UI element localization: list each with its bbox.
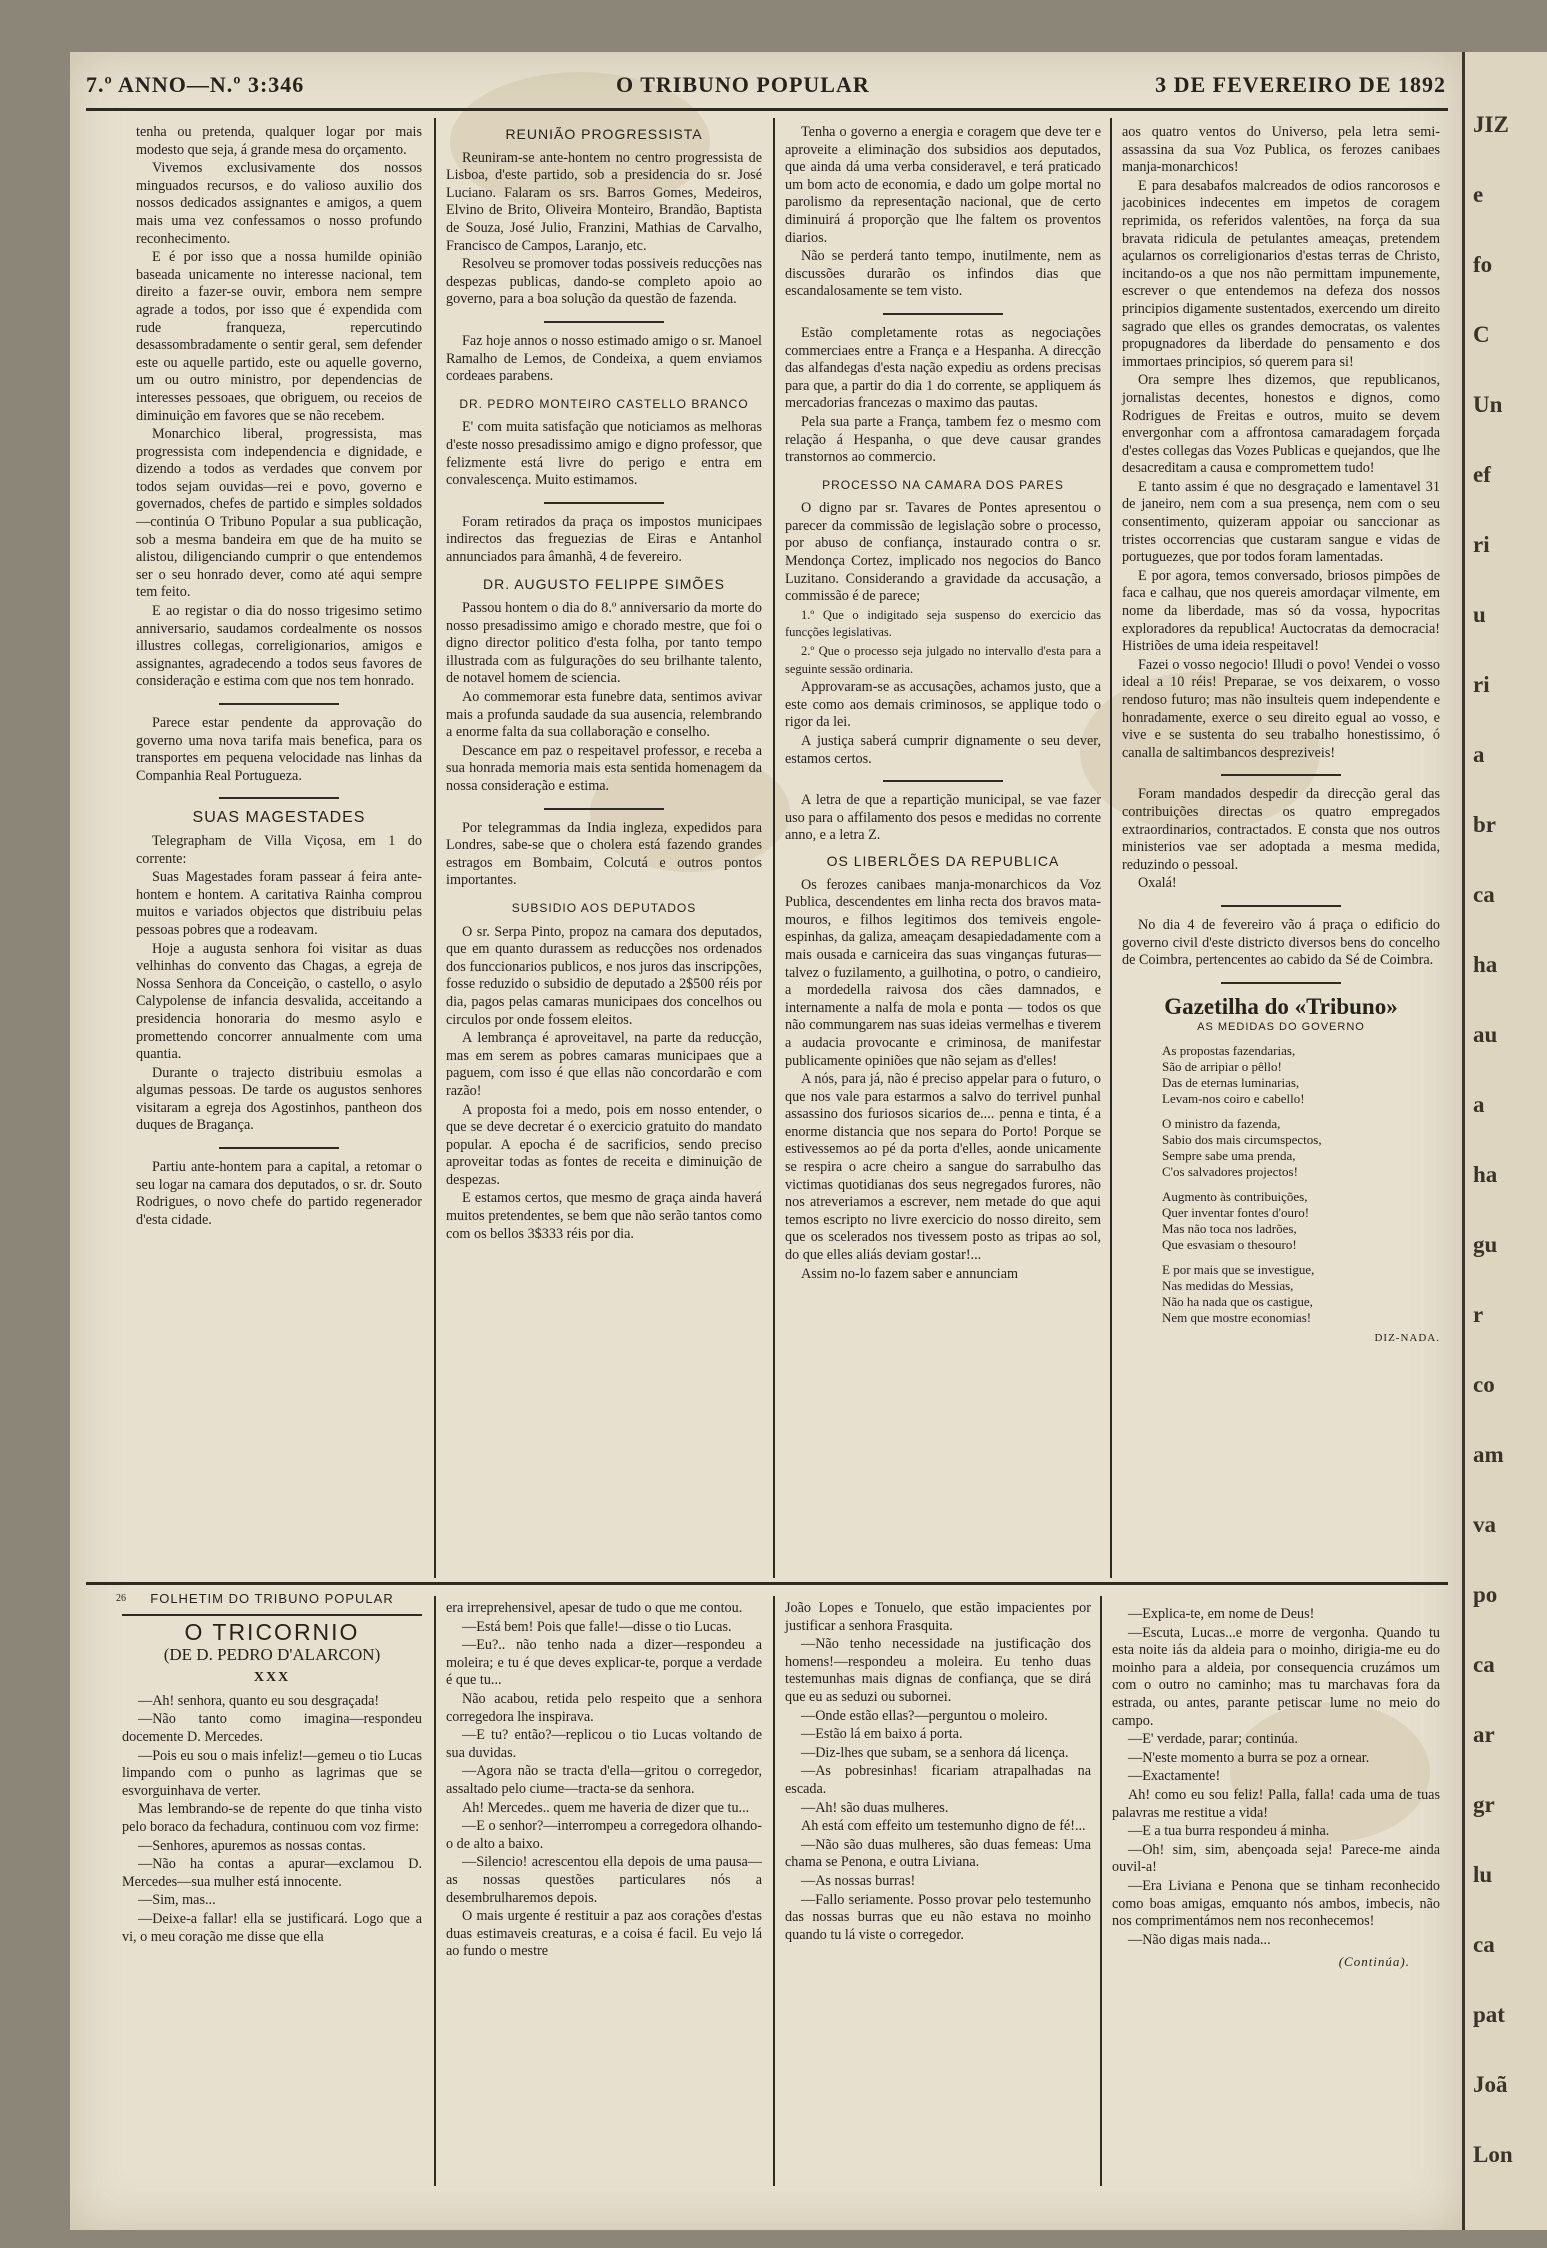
- masthead-rule: [86, 108, 1448, 111]
- section-heading: DR. PEDRO MONTEIRO CASTELLO BRANCO: [459, 396, 749, 411]
- verse-line: C'os salvadores projectos!: [1162, 1163, 1298, 1179]
- separator: [219, 797, 339, 799]
- paragraph: A justiça saberá cumprir dignamente o seu dever, estamos certos.: [785, 733, 1101, 767]
- dialogue-line: —Senhores, apuremos as nossas contas.: [138, 1837, 366, 1854]
- separator: [219, 1147, 339, 1149]
- section-heading: REUNIÃO PROGRESSISTA: [505, 126, 703, 142]
- paragraph: E é por isso que a nossa humilde opinião baseada unicamente no interesse nacional, tem direito a fazer-se ouvir, embora nem sempre agrade a todos, por isso que é expendida com rude franqueza, repercutindo desassombradamente o sentir geral, sem defender este ou aquelle partido, este ou aquelle governo, um ou outro ministro, por dependencias de interesses pessoaes, que obriguem, ou receios de diminuição em favores que se não recebem.: [136, 249, 422, 424]
- gutter-fragment: ha: [1473, 1162, 1498, 1187]
- paragraph: Tenha o governo a energia e coragem que deve ter e aproveite a eliminação dos subsidios aos deputados, que ainda dá uma verba consideravel, e terá praticado um bom acto de economia, e dado um golpe mortal no parolismo da representação nacional, que de certo diminuirá á proporção que lhe faltem os proventos diarios.: [785, 124, 1101, 246]
- verse-line: Das de eternas luminarias,: [1162, 1074, 1300, 1090]
- news-item: Parece estar pendente da approvação do governo uma nova tarifa mais benefica, para os transportes em pequena velocidade nas linhas da Companhia Real Portugueza.: [136, 715, 422, 784]
- dialogue-line: O mais urgente é restituir a paz aos corações d'estas duas estimaveis creaturas, e a coisa é facil. Eu vejo lá ao fundo o mestre: [446, 1908, 762, 1960]
- gutter-fragment: po: [1473, 1582, 1498, 1607]
- gutter-fragment: lu: [1473, 1862, 1493, 1887]
- column-rule: [1100, 1596, 1102, 2186]
- verse-line: Sabio dos mais circumspectos,: [1162, 1131, 1322, 1147]
- verse-line: Quer inventar fontes d'ouro!: [1162, 1204, 1310, 1220]
- dialogue-line: —As nossas burras!: [801, 1872, 916, 1889]
- news-item: No dia 4 de fevereiro vão á praça o edificio do governo civil d'este districto diversos bens do concelho de Coimbra, pertencentes ao cabido da Sé de Coimbra.: [1122, 916, 1440, 969]
- dialogue-line: Ah! Mercedes.. quem me haveria de dizer que tu...: [462, 1799, 750, 1816]
- dialogue-line: Ah! como eu sou feliz! Palla, falla! cada uma de tuas palavras me restitue a vida!: [1112, 1786, 1440, 1821]
- gutter-fragment: JIZ: [1473, 112, 1509, 137]
- gutter-fragment: ca: [1473, 1652, 1495, 1677]
- gutter-fragment: gr: [1473, 1792, 1495, 1817]
- gutter-fragment: Lon: [1473, 2142, 1513, 2167]
- dialogue-line: —Explica-te, em nome de Deus!: [1128, 1606, 1315, 1622]
- folhetim-rule: [86, 1582, 1448, 1585]
- column-rule: [773, 118, 775, 1578]
- dialogue-line: —Era Liviana e Penona que se tinham reconhecido como boas amigas, emquanto nós ambos, imbecis, não nos comprimentámos nem nos reconhecemos!: [1112, 1877, 1440, 1930]
- gutter-fragment: a: [1473, 742, 1485, 767]
- separator: [883, 313, 1003, 315]
- paragraph: Durante o trajecto distribuiu esmolas a algumas pessoas. De tarde os augustos senhores visitaram a egreja dos Agostinhos, pantheon dos duques de Bragança.: [136, 1064, 422, 1134]
- verse-line: Augmento às contribuições,: [1162, 1188, 1308, 1204]
- verse-line: Não ha nada que os castigue,: [1162, 1293, 1313, 1309]
- separator: [544, 502, 664, 504]
- gutter-fragment: gu: [1473, 1232, 1498, 1257]
- news-item: Por telegrammas da India ingleza, expedidos para Londres, sabe-se que o cholera está fazendo grandes estragos em Bombaim, Colcutá e outros pontos importantes.: [446, 819, 762, 889]
- gutter-fragment: r: [1473, 1302, 1484, 1327]
- dialogue-line: Mas lembrando-se de repente do que tinha visto pelo boraco da fechadura, continuou com voz firme:: [122, 1801, 422, 1835]
- paragraph: Reuniram-se ante-hontem no centro progressista de Lisboa, d'este partido, sob a presidencia do sr. José Luciano. Falaram os srs. Barros Gomes, Medeiros, Elvino de Brito, Oliveira Monteiro, Brandão, Baptista de Souza, José Julio, Franzini, Mathias de Carvalho, Francisco de Campos, Laranjo, etc.: [446, 149, 762, 254]
- dialogue-line: —As pobresinhas! ficariam atrapalhadas na escada.: [785, 1763, 1091, 1797]
- gutter-fragment: Joã: [1473, 2072, 1508, 2097]
- separator: [544, 321, 664, 323]
- newspaper-title: O TRIBUNO POPULAR: [616, 72, 870, 97]
- news-item: Foram retirados da praça os impostos municipaes indirectos das freguezias de Eiras e Antanhol annunciados para âmanhã, 4 de fevereiro.: [446, 513, 762, 565]
- verse-line: São de arripiar o pêllo!: [1162, 1058, 1282, 1074]
- gutter-fragment: Un: [1473, 392, 1503, 417]
- paragraph: O sr. Serpa Pinto, propoz na camara dos deputados, que em quanto durassem as reducções nos ordenados dos funccionarios publicos, e nos juros das inscripções, fosse reduzido o subsidio de deputado a 2$500 réis por dia, pagos pelas camaras municipaes dos concelhos ou circulos por onde fossem eleitos.: [446, 923, 762, 1028]
- folhetim-author: (DE D. PEDRO D'ALARCON): [163, 1644, 381, 1664]
- paragraph: 1.º Que o indigitado seja suspenso do exercicio das funcções legislativas.: [785, 607, 1101, 640]
- dialogue-line: —Está bem! Pois que falle!—disse o tio Lucas.: [462, 1618, 732, 1635]
- verse-line: Nem que mostre economias!: [1162, 1309, 1312, 1325]
- gutter-fragment: ri: [1473, 672, 1490, 697]
- column-2: [446, 124, 762, 1574]
- gutter-fragment: va: [1473, 1512, 1496, 1537]
- separator: [544, 808, 664, 810]
- folhetim-column-2: [446, 1600, 762, 2190]
- paragraph: A proposta foi a medo, pois em nosso entender, o que se deve decretar é o exercicio gratuito do mandato popular. A epocha é de sacrificios, sendo preciso aproveitar todas as fontes de receita e diminuição de despezas.: [446, 1101, 762, 1188]
- verse-line: Mas não toca nos ladrões,: [1162, 1220, 1297, 1236]
- dialogue-line: —Estão lá em baixo á porta.: [801, 1726, 963, 1743]
- paragraph: Os ferozes canibaes manja-monarchicos da Voz Publica, descendentes em linha recta dos bravos mata-mouros, e filhos legitimos dos temiveis engole-espinhas, da galiza, ameaçam desapiedadamente com a mais ousada e carniceira das suas vinganças futuras—talvez o fuzilamento, a guilhotina, o potro, o candieiro, a mordedella raivosa dos cães damnados, e internamente a nalfa de mola e ponta — todos os que não commungarem nas suas ideias vermelhas e tiverem a audacia provocante e criminosa, de manifestar publicamente opiniões que não sejam as d'elles!: [785, 876, 1101, 1069]
- gutter-fragment: a: [1473, 1092, 1485, 1117]
- dialogue-line: —Exactamente!: [1128, 1768, 1221, 1785]
- section-heading: PROCESSO NA CAMARA DOS PARES: [822, 477, 1064, 492]
- folhetim-title: O TRICORNIO: [184, 1619, 360, 1645]
- dialogue-line: —Não digas mais nada...: [1128, 1931, 1271, 1948]
- paragraph: Ora sempre lhes dizemos, que republicanos, jornalistas decentes, honestos e dignos, como Rodrigues de Freitas e outros, muito se devem envergonhar com a affrontosa camaradagem forçada d'estes collegas das Vozes Publicas e quejandos, que lhe desacreditam a causa e compromettem tudo!: [1122, 372, 1440, 477]
- paragraph: Pela sua parte a França, tambem fez o mesmo com relação á Hespanha, o que deve causar grandes transtornos ao commercio.: [785, 413, 1101, 466]
- dialogue-line: —Sim, mas...: [138, 1892, 216, 1909]
- news-item: A letra de que a repartição municipal, se vae fazer uso para o affilamento dos pesos e medidas no corrente anno, e a letra Z.: [785, 792, 1101, 844]
- dialogue-line: —Agora não se tracta d'ella—gritou o corregedor, assaltado pelo ciume—tracta-se da senhora.: [446, 1763, 762, 1797]
- paragraph: Approvaram-se as accusações, achamos justo, que a este como aos demais criminosos, se applique todo o rigor da lei.: [785, 679, 1101, 731]
- verse-line: Levam-nos coiro e cabello!: [1162, 1090, 1305, 1106]
- paragraph: E para desabafos malcreados de odios rancorosos e jacobinices indecentes em impetos de coragem reprimida, os referidos valentões, na força da sua bravata ridicula de petulantes ameaças, pretendem açularnos os correligionarios d'estas terras de Christo, incitando-os a que nos não permittam impunemente, escrever o que entendemos na defeza dos nossos principios digamente sustentados, exercendo um direito sagrado que elles os grandes democratas, os valentes propugnadores da liberdade do pensamento e dos immortaes principios, só querem para si!: [1122, 177, 1440, 370]
- section-heading: DR. AUGUSTO FELIPPE SIMÕES: [482, 576, 725, 593]
- paragraph: E estamos certos, que mesmo de graça ainda haverá muitos pretendentes, se bem que não serão tantos como com os bellos 3$333 réis por dia.: [446, 1190, 762, 1242]
- dialogue-line: —Eu?.. não tenho nada a dizer—respondeu a moleira; e tu é que deves explicar-te, porque a verdade é que tu...: [446, 1637, 762, 1689]
- dialogue-line: —Silencio! acrescentou ella depois de uma pausa—as nossas questões particulares nós a desembrulharemos depois.: [446, 1854, 762, 1906]
- verse-line: Que esvasiam o thesouro!: [1162, 1236, 1297, 1252]
- separator: [219, 703, 339, 705]
- gutter-fragment: pat: [1473, 2002, 1505, 2027]
- dialogue-line: —Não ha contas a apurar—exclamou D. Mercedes—sua mulher está innocente.: [122, 1856, 422, 1890]
- dialogue-line: —E o senhor?—interrompeu a corregedora olhando-o de alto a baixo.: [446, 1818, 762, 1852]
- verse-line: O ministro da fazenda,: [1162, 1115, 1281, 1131]
- folhetim-column-1: [116, 1590, 422, 2190]
- paragraph: Fazei o vosso negocio! Illudi o povo! Vendei o vosso ideal a 10 réis! Preparae, se vos deixarem, o vosso rendoso futuro; mas não insulteis quem independente e honradamente, exerce o seu direito egual ao vosso, e vive e se sustenta do seu trabalho honestissimo, ó canalla de saltimbancos despreziveis!: [1122, 656, 1440, 761]
- paragraph: Hoje a augusta senhora foi visitar as duas velhinhas do convento das Chagas, a egreja de Nossa Senhora da Conceição, o castello, o asylo Calypolense de infancia desvalida, acceitando a presidencia honoraria do mesmo asylo e promettendo concorrer annualmente com uma quantia.: [136, 940, 422, 1063]
- gutter-fragment: fo: [1473, 252, 1493, 277]
- paragraph: Assim no-lo fazem saber e annunciam: [801, 1265, 1019, 1282]
- dialogue-line: Não acabou, retida pelo respeito que a senhora corregedora lhe inspirava.: [446, 1690, 762, 1725]
- paragraph: Resolveu se promover todas possiveis reducções nas despezas publicas, dando-se completo apoio ao governo, para a boa solução da questão de fazenda.: [446, 256, 762, 308]
- gazetilha-subtitle: AS MEDIDAS DO GOVERNO: [1197, 1021, 1365, 1034]
- dialogue-line: —Escuta, Lucas...e morre de vergonha. Quando tu esta noite iás da aldeia para o moinho, dirigia-me eu do moinho para a aldeia, por consequencia cruzámos um com o outro no caminho; mas tu marchavas fora da estrada, ou antes, parante petiscar lume no meio do campo.: [1112, 1624, 1440, 1729]
- column-1: [136, 124, 422, 1574]
- gutter-fragment: co: [1473, 1372, 1495, 1397]
- gutter-fragment: ca: [1473, 1932, 1495, 1957]
- paragraph: A lembrança é aproveitavel, na parte da reducção, mas em serem as pobres camaras municipaes que a paguem, com isso é que ellas não concordarão e com razão!: [446, 1030, 762, 1099]
- section-heading: OS LIBERLÕES DA REPUBLICA: [826, 852, 1060, 869]
- dialogue-line: Ah está com effeito um testemunho digno de fé!...: [801, 1818, 1086, 1835]
- dialogue-line: —E' verdade, parar; continúa.: [1128, 1731, 1298, 1748]
- dialogue-line: —E tu? então?—replicou o tio Lucas voltando de sua duvidas.: [446, 1727, 762, 1761]
- dialogue-line: —N'este momento a burra se poz a ornear.: [1128, 1749, 1370, 1766]
- paragraph: aos quatro ventos do Universo, pela letra semi-assassina da sua Voz Publica, os ferozes canibaes manja-monarchicos!: [1122, 124, 1440, 176]
- paragraph: Estão completamente rotas as negociações commerciaes entre a França e a Hespanha. A direcção das alfandegas d'esta nação expediu as ordens precisas para que, a partir do dia 1 do corrente, se appliquem ás mercadorias francezas o maximo das pautas.: [785, 324, 1101, 412]
- gazetilha-title: Gazetilha do «Tribuno»: [1164, 993, 1398, 1019]
- paragraph: Ao commemorar esta funebre data, sentimos avivar mais a profunda saudade da sua ausencia, relembrando a enorme falta da sua collaboração e conselho.: [446, 689, 762, 741]
- news-item: Faz hoje annos o nosso estimado amigo o sr. Manoel Ramalho de Lemos, de Condeixa, a quem enviamos cordeaes parabens.: [446, 332, 762, 385]
- separator: [1221, 982, 1341, 984]
- column-3: [785, 124, 1101, 1574]
- section-heading: SUAS MAGESTADES: [192, 809, 366, 827]
- paragraph: E por agora, temos conversado, briosos pimpões de faca e calhau, que nos quereis amordaçar vilmente, em nome da liberdade, mas só da vossa, hypocritas exploradores da republica! Auctocratas da democracia! Histriões de uma ideia respeitavel!: [1122, 567, 1440, 655]
- gutter-fragment: ri: [1473, 532, 1490, 557]
- folhetim-column-4: [1112, 1606, 1440, 2196]
- paragraph: Descance em paz o respeitavel professor, e receba a sua honrada memoria mais esta sentida homenagem da nossa consideração e estima.: [446, 742, 762, 794]
- gutter-fragment: u: [1473, 602, 1486, 627]
- news-item: Partiu ante-hontem para a capital, a retomar o seu logar na camara dos deputados, o sr. dr. Souto Rodrigues, o novo chefe do partido regenerador d'esta cidade.: [136, 1159, 422, 1228]
- dialogue-line: —Pois eu sou o mais infeliz!—gemeu o tio Lucas limpando com o punho as lagrimas que se esvorguinhava de verter.: [122, 1747, 422, 1799]
- issue-date: 3 DE FEVEREIRO DE 1892: [1155, 72, 1446, 97]
- folhetim-chapter: XXX: [253, 1670, 291, 1686]
- news-item: Foram mandados despedir da direcção geral das contribuições directas os quatro empregados extraordinarios, contractados. E consta que nos outros ministerios vae ser adoptada a mesma medida, reduzindo o pessoal.: [1122, 786, 1440, 873]
- gutter-fragment: C: [1473, 322, 1490, 347]
- issue-number: 7.º ANNO—N.º 3:346: [86, 72, 305, 97]
- paragraph: E ao registar o dia do nosso trigesimo setimo anniversario, saudamos cordealmente os nossos illustres collegas, correligionarios, amigos e assignantes, agradecendo a todos seus favores de consideração e estima com que nos tem honrado.: [136, 603, 422, 690]
- column-rule: [434, 118, 436, 1578]
- separator: [883, 780, 1003, 782]
- folhetim-header: FOLHETIM DO TRIBUNO POPULAR: [150, 1591, 394, 1606]
- column-rule: [773, 1596, 775, 2186]
- dialogue-line: —Não são duas mulheres, são duas femeas: Uma chama se Penona, e outra Liviana.: [785, 1836, 1091, 1871]
- dialogue-line: —Não tanto como imagina—respondeu docemente D. Mercedes.: [122, 1711, 422, 1745]
- paragraph: Telegrapham de Villa Viçosa, em 1 do corrente:: [136, 832, 422, 867]
- adjacent-page-edge: [1462, 52, 1547, 2230]
- dialogue-line: —E a tua burra respondeu á minha.: [1128, 1823, 1330, 1840]
- section-heading: SUBSIDIO AOS DEPUTADOS: [511, 900, 697, 915]
- gutter-fragment: ca: [1473, 882, 1495, 907]
- gutter-fragment: ar: [1473, 1722, 1495, 1747]
- gutter-fragment: br: [1473, 812, 1496, 837]
- verse-line: Sempre sabe uma prenda,: [1162, 1147, 1296, 1163]
- gutter-fragment: au: [1473, 1022, 1498, 1047]
- separator: [1221, 905, 1341, 907]
- paragraph: 2.º Que o processo seja julgado no intervallo d'esta para a seguinte sessão ordinaria.: [785, 644, 1101, 676]
- gutter-fragment: ef: [1473, 462, 1491, 487]
- continua-label: (Continúa).: [1338, 1954, 1410, 1970]
- dialogue-line: —Deixe-a fallar! ella se justificará. Logo que a vi, o meu coração me disse que ella: [122, 1910, 422, 1945]
- dialogue-line: —Ah! são duas mulheres.: [801, 1799, 949, 1816]
- gutter-fragment: ha: [1473, 952, 1498, 977]
- paragraph: Suas Magestades foram passear á feira ante-hontem e hontem. A caritativa Rainha comprou muitos e variados objectos que distribuiu pelas pessoas pobres que a rodeavam.: [136, 869, 422, 938]
- paragraph: A nós, para já, não é preciso appelar para o futuro, o que nos vale para estarmos a salvo do terrivel punhal assassino dos furiosos sicarios de.... penna e tinta, é a enorme distancia que nos separa do Porto! Porque se estivessemos ao pé da porta d'elles, aonde unicamente se respira o acre cheiro a sangue do sarrabulho das victimas quotidianas dos seus negregados furores, não nos atreveriamos a escrever, nem metade do que aqui temos escripto no livre exercicio do nosso direito, sem que os scelerados nos tivessem posto as tripas ao sol, do que elles aliás deviam gostar!...: [785, 1071, 1101, 1264]
- paragraph: tenha ou pretenda, qualquer logar por mais modesto que seja, á grande mesa do orçamento.: [136, 124, 422, 158]
- paragraph: E' com muita satisfação que noticiamos as melhoras d'este nosso presadissimo amigo e digno professor, que felizmente está livre do perigo e entra em convalescença. Muito estimamos.: [446, 419, 762, 489]
- dialogue-line: era irreprehensivel, apesar de tudo o que me contou.: [446, 1600, 743, 1616]
- dialogue-line: —Ah! senhora, quanto eu sou desgraçada!: [138, 1692, 380, 1709]
- verse-line: E por mais que se investigue,: [1162, 1261, 1315, 1277]
- dialogue-line: João Lopes e Tonuelo, que estão impacientes por justificar a senhora Frasquita.: [785, 1600, 1091, 1634]
- paragraph: Vivemos exclusivamente dos nossos minguados recursos, e do valioso auxilio dos nossos dedicados assignantes e amigos, a quem mais uma vez confessamos o nosso profundo reconhecimento.: [136, 160, 422, 247]
- paragraph: Monarchico liberal, progressista, mas progressista com independencia e dignidade, e dizendo a todos as verdades que convem por todos sejam ouvidas—rei e povo, governo e governados, chefes de partido e simples soldados—continúa O Tribuno Popular a sua publicação, sob a mesma bandeira em que de ha muito se alistou, diligenciando cumprir o que entendemos ser o seu honrado dever, como até aqui sempre tem feito.: [136, 426, 422, 601]
- dialogue-line: —Não tenho necessidade na justificação dos homens!—respondeu a moleira. Eu tenho duas testemunhas mais dignas de confiança, que se dirá que eu as seduzi ou subornei.: [785, 1636, 1091, 1705]
- paragraph: Não se perderá tanto tempo, inutilmente, nem as discussões durarão os infindos dias que escandalosamente se tem visto.: [785, 248, 1101, 300]
- dialogue-line: —Diz-lhes que subam, se a senhora dá licença.: [801, 1744, 1069, 1761]
- poem: [1162, 1043, 1440, 1326]
- paragraph: E tanto assim é que no desgraçado e lamentavel 31 de janeiro, nem com a sua presença, nem com o seu consentimento, quizeram appoiar ou sanccionar as tristes occorrencias que custaram sangue e vidas de portuguezes, que por todos foram lamentadas.: [1122, 478, 1440, 566]
- masthead: [86, 72, 1446, 104]
- gutter-fragment: am: [1473, 1442, 1504, 1467]
- verse-line: As propostas fazendarias,: [1162, 1042, 1296, 1058]
- paragraph: O digno par sr. Tavares de Pontes apresentou o parecer da commissão de legislação sobre o processo, por abuso de confiança, instaurado contra o sr. Mendonça Cortez, implicado nos negocios do Banco Luzitano. Considerando a gravidade da accusação, a commissão é de parece;: [785, 500, 1101, 605]
- gutter-fragment: e: [1473, 182, 1484, 207]
- dialogue-line: —Onde estão ellas?—perguntou o moleiro.: [801, 1707, 1048, 1724]
- column-rule: [434, 1596, 436, 2186]
- separator: [1221, 774, 1341, 776]
- folhetim-column-3: [785, 1600, 1091, 2190]
- news-item: Oxalá!: [1138, 875, 1177, 892]
- verse-line: Nas medidas do Messias,: [1162, 1277, 1294, 1293]
- column-4: [1122, 124, 1440, 1574]
- folhetim-number: 26: [116, 1593, 126, 1604]
- dialogue-line: —Oh! sim, sim, abençoada seja! Parece-me ainda ouvil-a!: [1112, 1841, 1440, 1876]
- paragraph: Passou hontem o dia do 8.º anniversario da morte do nosso presadissimo amigo e chorado mestre, que foi o digno director politico d'esta folha, por tanto tempo illustrada com as fulgurações do seu brilhante talento, de notavel homem de sciencia.: [446, 600, 762, 687]
- dialogue-line: —Fallo seriamente. Posso provar pelo testemunho das nossas burras que eu não estava no moinho quando tu lá viste o corregedor.: [785, 1891, 1091, 1943]
- column-rule: [1110, 118, 1112, 1578]
- poem-signature: DIZ-NADA.: [1374, 1331, 1440, 1344]
